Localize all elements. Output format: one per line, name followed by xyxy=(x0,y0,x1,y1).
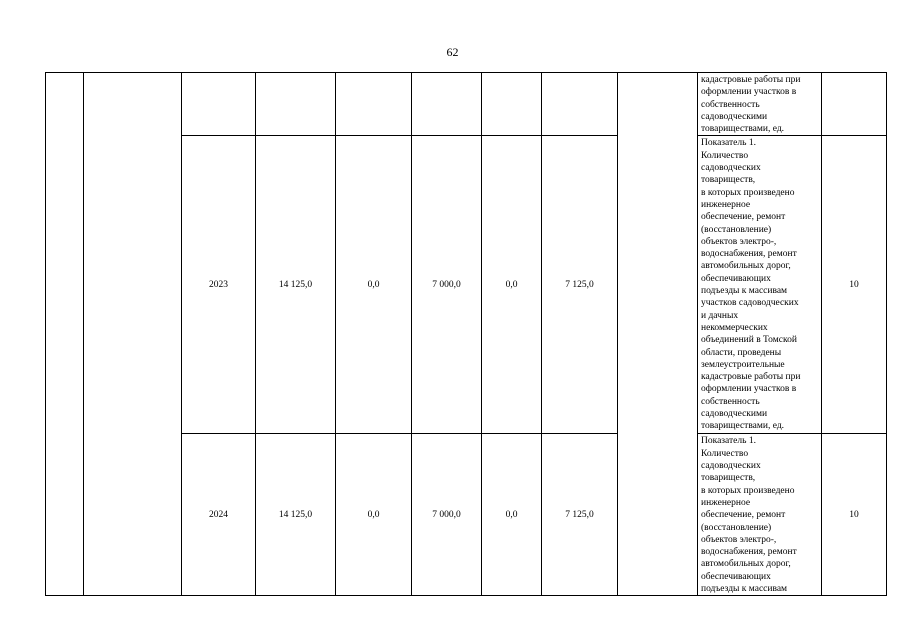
indicator-line: участков садоводческих xyxy=(701,298,799,309)
indicator-line: в которых произведено xyxy=(701,187,795,198)
indicator-line: инженерное xyxy=(701,497,751,508)
indicator-line: и дачных xyxy=(701,310,739,321)
total-cell xyxy=(256,73,336,136)
regional-budget-cell: 7 000,0 xyxy=(412,136,482,434)
local-budget-cell: 0,0 xyxy=(482,136,542,434)
indicator-line: собственность xyxy=(701,396,760,407)
indicator-line: (восстановление) xyxy=(701,224,772,235)
indicator-value-cell xyxy=(822,73,887,136)
year-cell: 2024 xyxy=(182,434,256,596)
indicator-line: Количество xyxy=(701,150,749,161)
indicator-line: садоводческих xyxy=(701,163,761,174)
indicator-line: собственность xyxy=(701,99,760,110)
indicator-cell xyxy=(698,73,822,136)
indicator-line: Показатель 1. xyxy=(701,138,756,149)
table-row xyxy=(46,73,887,136)
indicator-line: (восстановление) xyxy=(701,522,772,533)
indicator-line: подъезды к массивам xyxy=(701,286,788,297)
indicator-line: подъезды к массивам xyxy=(701,584,788,595)
indicator-line: Количество xyxy=(701,448,749,459)
number-cell xyxy=(46,73,84,596)
indicator-line: кадастровые работы при xyxy=(701,75,801,85)
indicator-cell xyxy=(698,136,822,434)
regional-budget-cell xyxy=(412,73,482,136)
total-cell: 14 125,0 xyxy=(256,136,336,434)
indicator-line: обеспечивающих xyxy=(701,571,771,582)
local-budget-cell: 0,0 xyxy=(482,434,542,596)
indicator-cell xyxy=(698,434,822,596)
program-table xyxy=(45,72,887,596)
indicator-value-cell: 10 xyxy=(822,434,887,596)
page-number: 62 xyxy=(446,45,459,59)
other-sources-cell xyxy=(542,73,618,136)
indicator-line: объектов электро-, xyxy=(701,534,777,545)
indicator-line: в которых произведено xyxy=(701,485,795,496)
indicator-line: области, проведены xyxy=(701,347,782,358)
indicator-line: обеспечивающих xyxy=(701,273,771,284)
regional-budget-cell: 7 000,0 xyxy=(412,434,482,596)
federal-budget-cell: 0,0 xyxy=(336,136,412,434)
indicator-line: автомобильных дорог, xyxy=(701,261,791,272)
indicator-line: объединений в Томской xyxy=(701,335,797,346)
executor-cell xyxy=(618,73,698,596)
indicator-line: обеспечение, ремонт xyxy=(701,212,786,223)
indicator-line: оформлении участков в xyxy=(701,384,797,395)
indicator-line: Показатель 1. xyxy=(701,436,756,447)
federal-budget-cell: 0,0 xyxy=(336,434,412,596)
year-cell xyxy=(182,73,256,136)
local-budget-cell xyxy=(482,73,542,136)
indicator-value-cell: 10 xyxy=(822,136,887,434)
indicator-line: товариществ, xyxy=(701,473,756,484)
indicator-line: оформлении участков в xyxy=(701,87,797,98)
federal-budget-cell xyxy=(336,73,412,136)
indicator-line: обеспечение, ремонт xyxy=(701,510,786,521)
event-name-cell xyxy=(84,73,182,596)
indicator-line: садоводческих xyxy=(701,461,761,472)
indicator-line: объектов электро-, xyxy=(701,236,777,247)
indicator-line: садоводческими xyxy=(701,111,768,122)
indicator-line: товариществ, xyxy=(701,175,756,186)
indicator-line: некоммерческих xyxy=(701,322,768,333)
indicator-line: автомобильных дорог, xyxy=(701,559,791,570)
indicator-line: инженерное xyxy=(701,199,751,210)
indicator-line: водоснабжения, ремонт xyxy=(701,547,797,558)
year-cell: 2023 xyxy=(182,136,256,434)
other-sources-cell: 7 125,0 xyxy=(542,136,618,434)
total-cell: 14 125,0 xyxy=(256,434,336,596)
indicator-line: кадастровые работы при xyxy=(701,372,801,383)
indicator-line: товариществами, ед. xyxy=(701,421,785,432)
indicator-line: водоснабжения, ремонт xyxy=(701,249,797,260)
indicator-line: садоводческими xyxy=(701,409,768,420)
indicator-line: товариществами, ед. xyxy=(701,124,785,135)
indicator-line: землеустроительные xyxy=(701,359,785,370)
other-sources-cell: 7 125,0 xyxy=(542,434,618,596)
